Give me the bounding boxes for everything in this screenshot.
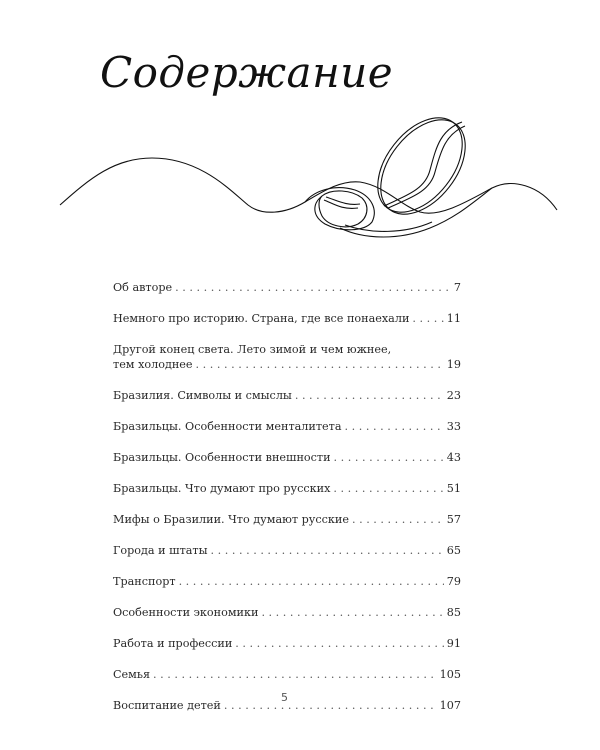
page-number: 19: [446, 358, 461, 371]
toc-entry[interactable]: Семья . . . 105: [113, 667, 461, 682]
page-number: 43: [446, 451, 461, 464]
page-folio: 5: [281, 691, 288, 704]
table-of-contents: [113, 280, 461, 729]
page-title: Содержание: [100, 48, 394, 97]
page-number: 11: [446, 312, 461, 325]
page-number: 7: [453, 281, 461, 294]
toc-entry[interactable]: Транспорт . . . 79: [113, 574, 461, 589]
page-number: 57: [446, 513, 461, 526]
page-number: 65: [446, 544, 461, 557]
toc-entry[interactable]: Немного про историю. Страна, где все понаехали . . . 11: [113, 311, 461, 326]
page-number: 85: [446, 606, 461, 619]
toc-entry[interactable]: Бразилия. Символы и смыслы . . . 23: [113, 388, 461, 403]
page-number: 23: [446, 389, 461, 402]
toc-entry[interactable]: Бразильцы. Особенности менталитета . . . 33: [113, 419, 461, 434]
toc-entry[interactable]: Мифы о Бразилии. Что думают русские . . . 57: [113, 512, 461, 527]
toc-entry[interactable]: Бразильцы. Особенности внешности . . . 43: [113, 450, 461, 465]
toc-entry[interactable]: Другой конец света. Лето зимой и чем южнее, тем холоднее . . . 19: [113, 342, 461, 372]
page-number: 51: [446, 482, 461, 495]
page-number: 107: [439, 699, 461, 712]
page-number: 33: [446, 420, 461, 433]
toc-entry[interactable]: Работа и профессии . . . 91: [113, 636, 461, 651]
toc-entry[interactable]: Бразильцы. Что думают про русских . . . 51: [113, 481, 461, 496]
page-number: 105: [439, 668, 461, 681]
page-number: 91: [446, 637, 461, 650]
toc-entry[interactable]: Воспитание детей . . . 107: [113, 698, 461, 713]
page-number: 79: [446, 575, 461, 588]
toc-entry[interactable]: Города и штаты . . . 65: [113, 543, 461, 558]
toc-entry[interactable]: Особенности экономики . . . 85: [113, 605, 461, 620]
coffee-bean-ornament-icon: [0, 100, 600, 250]
toc-entry[interactable]: Об авторе . . . 7: [113, 280, 461, 295]
